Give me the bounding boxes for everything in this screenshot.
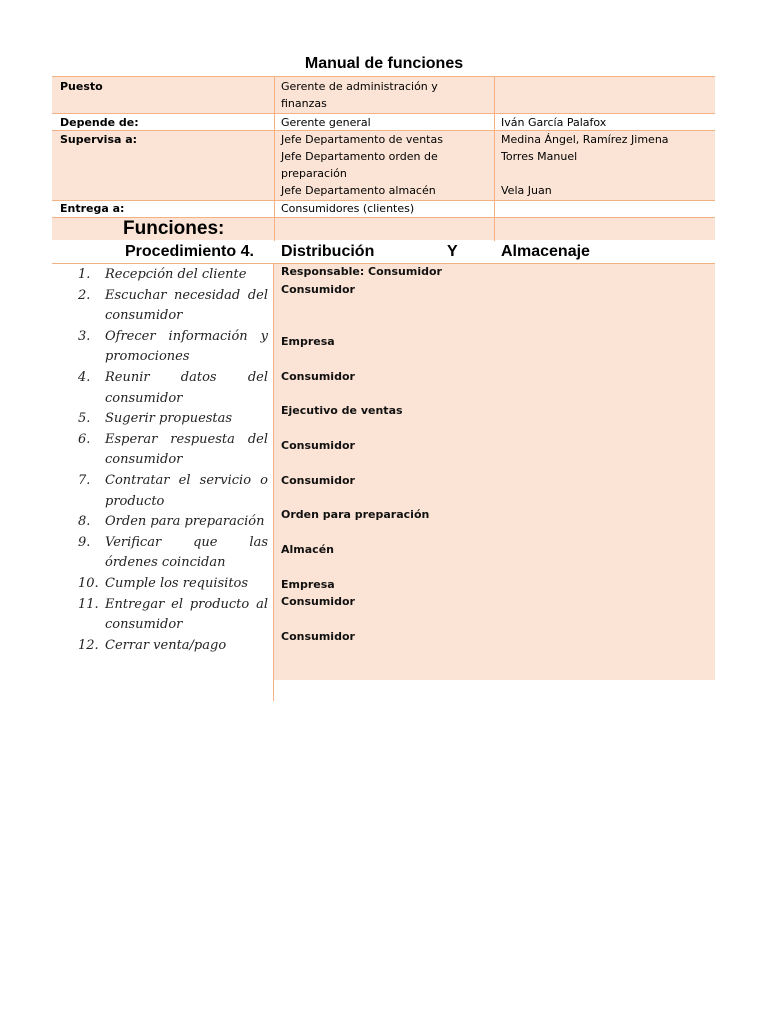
depende-name: Iván García Palafox — [501, 116, 607, 129]
responsable-item: Consumidor — [281, 474, 355, 487]
supervisa-name: Torres Manuel — [501, 150, 578, 163]
column-divider — [273, 263, 274, 701]
responsable-item: Empresa — [281, 578, 335, 591]
supervisa-name: Medina Ángel, Ramírez Jimena — [501, 133, 669, 146]
document-title: Manual de funciones — [304, 55, 464, 72]
steps-list — [78, 265, 268, 656]
supervisa-line: Jefe Departamento de ventas — [281, 133, 443, 146]
responsable-item: Consumidor — [281, 370, 355, 383]
list-item: 3. Ofrecer información y promociones — [78, 328, 268, 365]
label-supervisa: Supervisa a: — [60, 133, 138, 146]
supervisa-line: Jefe Departamento orden de — [281, 150, 438, 163]
list-item: 6. Esperar respuesta del consumidor — [78, 431, 268, 468]
procedure-distribucion: Distribución — [281, 243, 375, 260]
responsable-item: Ejecutivo de ventas — [281, 404, 403, 417]
list-item: 9. Verificar que las órdenes coincidan — [78, 534, 268, 571]
responsable-item: Responsable: Consumidor — [281, 265, 442, 278]
list-item: 5. Sugerir propuestas — [78, 411, 233, 427]
label-depende: Depende de: — [60, 116, 139, 129]
responsable-item: Empresa — [281, 335, 335, 348]
funciones-heading: Funciones: — [123, 218, 225, 239]
responsable-item: Orden para preparación — [281, 508, 430, 521]
rule — [52, 113, 715, 114]
procedure-y: Y — [447, 243, 458, 260]
list-item: 7. Contratar el servicio o producto — [78, 472, 268, 509]
list-item: 11. Entregar el producto al consumidor — [78, 596, 268, 633]
responsable-item: Almacén — [281, 543, 334, 556]
supervisa-line: preparación — [281, 167, 347, 180]
procedure-label: Procedimiento 4. — [125, 243, 254, 260]
list-item: 1. Recepción del cliente — [78, 267, 247, 282]
responsable-item: Consumidor — [281, 439, 355, 452]
list-item: 8. Orden para preparación — [78, 514, 265, 530]
supervisa-line: Jefe Departamento almacén — [281, 184, 436, 197]
supervisa-name: Vela Juan — [501, 184, 552, 197]
list-item: 12. Cerrar venta/pago — [78, 637, 227, 653]
label-entrega: Entrega a: — [60, 202, 125, 215]
responsable-item: Consumidor — [281, 283, 355, 296]
entrega-value: Consumidores (clientes) — [281, 202, 415, 215]
list-item: 10. Cumple los requisitos — [78, 575, 249, 591]
list-item: 2. Escuchar necesidad del consumidor — [78, 287, 268, 324]
puesto-value-line1: Gerente de administración y — [281, 80, 438, 93]
column-divider — [494, 76, 495, 241]
responsable-item: Consumidor — [281, 595, 355, 608]
procedure-almacenaje: Almacenaje — [501, 243, 590, 260]
depende-value: Gerente general — [281, 116, 371, 129]
responsable-item: Consumidor — [281, 630, 355, 643]
label-puesto: Puesto — [60, 80, 103, 93]
rule — [52, 76, 715, 77]
puesto-value-line2: finanzas — [281, 97, 327, 110]
column-divider — [274, 76, 275, 241]
list-item: 4. Reunir datos del consumidor — [78, 369, 268, 406]
